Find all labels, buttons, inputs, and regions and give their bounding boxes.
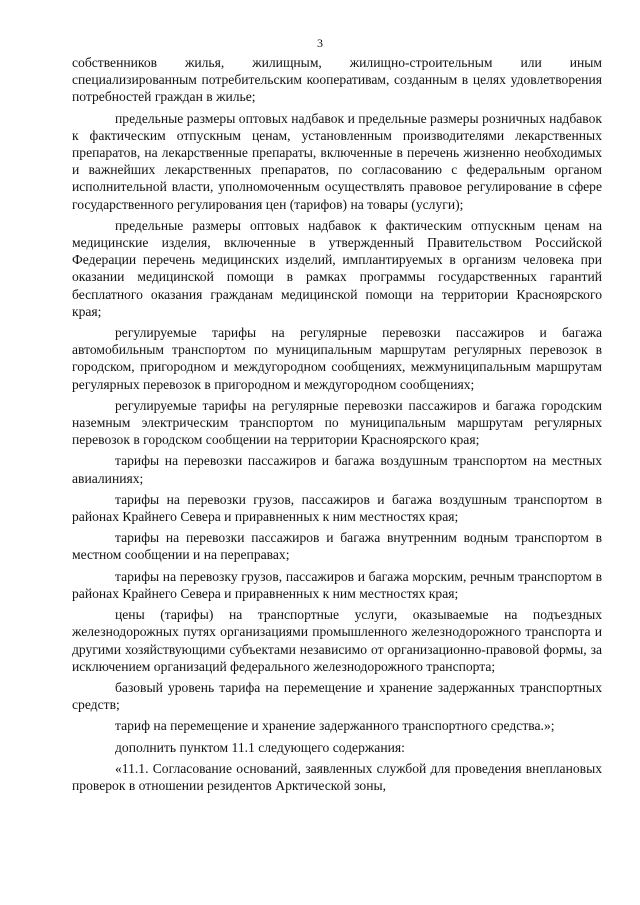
document-body [72,54,602,798]
paragraph: тариф на перемещение и хранение задержанного транспортного средства.»; [115,718,555,734]
paragraph: регулируемые тарифы на регулярные перевозки пассажиров и багажа автомобильным транспортом по муниципальным маршрутам регулярных перевозок в городском, пригородном и междугородном сообщениях, межмуниципальным маршрутам регулярных перевозок в пригородном и междугородном сообщениях; [72,325,602,392]
paragraph: предельные размеры оптовых надбавок к фактическим отпускным ценам на медицинские изделия, включенные в утвержденный Правительством Российской Федерации перечень медицинских изделий, имплантируемых в организм человека при оказании медицинской помощи в рамках программы государственных гарантий бесплатного оказания гражданам медицинской помощи на территории Красноярского края; [72,217,602,319]
page-number: 3 [317,36,323,50]
paragraph: регулируемые тарифы на регулярные перевозки пассажиров и багажа городским наземным электрическим транспортом по муниципальным маршрутам регулярных перевозок в городском сообщении на территории Красноярского края; [72,397,602,448]
paragraph: тарифы на перевозки пассажиров и багажа внутренним водным транспортом в местном сообщении и на переправах; [72,530,602,563]
paragraph: тарифы на перевозки пассажиров и багажа воздушным транспортом на местных авиалиниях; [72,453,602,486]
paragraph: дополнить пунктом 11.1 следующего содержания: [115,739,405,755]
paragraph: цены (тарифы) на транспортные услуги, оказываемые на подъездных железнодорожных путях организациями промышленного железнодорожного транспорта и другими хозяйствующими субъектами независимо от организационно-правовой формы, за исключением организаций федерального железнодорожного транспорта; [72,607,602,674]
paragraph: тарифы на перевозку грузов, пассажиров и багажа морским, речным транспортом в районах Крайнего Севера и приравненных к ним местностях края; [72,568,602,601]
paragraph: собственников жилья, жилищным, жилищно-строительным или иным специализированным потребительским кооперативам, созданным в целях удовлетворения потребностей граждан в жилье; [72,55,602,105]
paragraph: «11.1. Согласование оснований, заявленных службой для проведения внеплановых проверок в отношении резидентов Арктической зоны, [72,760,602,793]
paragraph: базовый уровень тарифа на перемещение и хранение задержанных транспортных средств; [72,679,602,713]
paragraph: предельные размеры оптовых надбавок и предельные размеры розничных надбавок к фактическим отпускным ценам, установленным производителями лекарственных препаратов, на лекарственные препараты, включенные в перечень жизненно необходимых и важнейших лекарственных препаратов, по согласованию с федеральным органом исполнительной власти, уполномоченным осуществлять правовое регулирование в сфере государственного регулирования цен (тарифов) на товары (услуги); [72,110,602,212]
paragraph: тарифы на перевозки грузов, пассажиров и багажа воздушным транспортом в районах Крайнего Севера и приравненных к ним местностях края; [72,491,602,525]
